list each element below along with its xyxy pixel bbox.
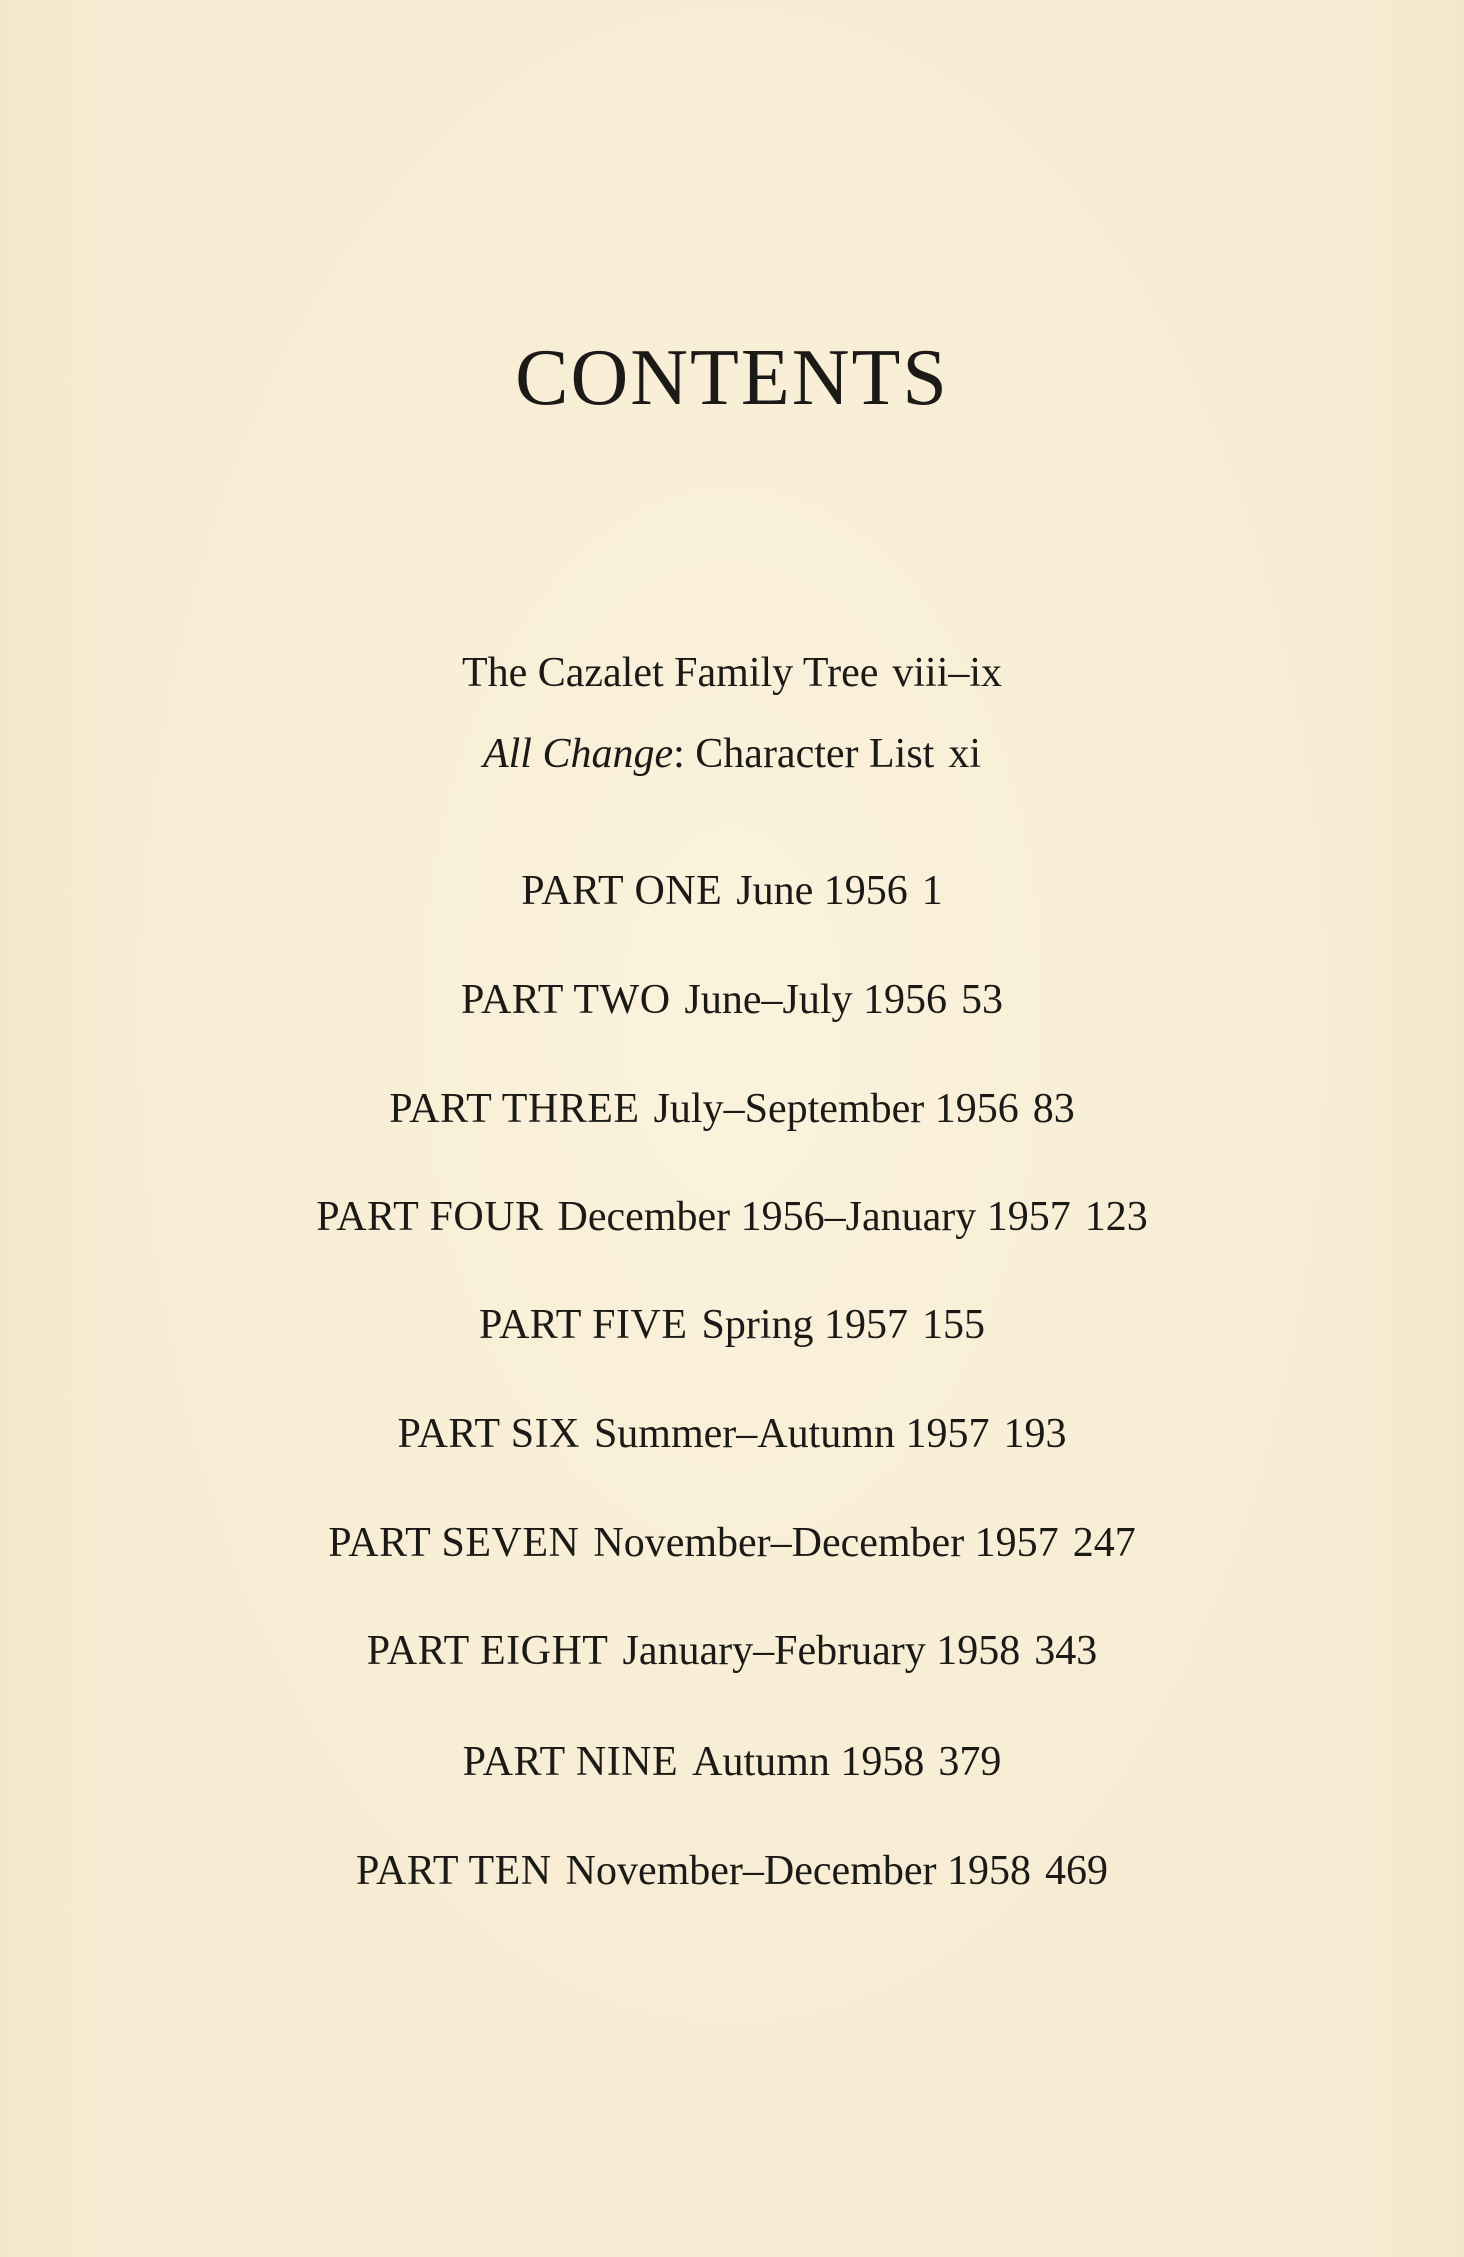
part-dates: June–July 1956 (684, 977, 948, 1023)
part-dates: January–February 1958 (622, 1628, 1021, 1674)
part-label: PART ONE (521, 868, 723, 914)
part-page: 155 (922, 1302, 986, 1348)
toc-part-nine (0, 1741, 1464, 1783)
part-label: PART TEN (356, 1848, 552, 1894)
toc-part-four (0, 1196, 1464, 1238)
part-dates: June 1956 (736, 868, 908, 914)
part-label: PART NINE (462, 1739, 679, 1785)
toc-part-three (0, 1088, 1464, 1130)
part-dates: Summer–Autumn 1957 (593, 1411, 990, 1457)
part-label: PART TWO (460, 977, 671, 1023)
part-label: PART SEVEN (328, 1520, 580, 1566)
toc-part-two (0, 979, 1464, 1021)
part-page: 247 (1072, 1520, 1136, 1566)
toc-entry-title: The Cazalet Family Tree (461, 650, 879, 696)
page-title: CONTENTS (515, 334, 949, 422)
toc-entry-page: xi (948, 731, 982, 777)
toc-part-seven (0, 1522, 1464, 1564)
part-label: PART SIX (397, 1411, 580, 1457)
toc-entry-page: viii–ix (892, 650, 1003, 696)
toc-part-ten (0, 1850, 1464, 1892)
part-page: 83 (1032, 1086, 1075, 1132)
toc-entry-character-list (0, 733, 1464, 775)
part-label: PART FIVE (478, 1302, 688, 1348)
part-page: 53 (961, 977, 1004, 1023)
toc-part-eight (0, 1630, 1464, 1672)
part-label: PART EIGHT (366, 1628, 609, 1674)
part-page: 1 (921, 868, 943, 914)
part-dates: Autumn 1958 (692, 1739, 925, 1785)
toc-part-five (0, 1304, 1464, 1346)
part-label: PART THREE (389, 1086, 640, 1132)
part-label: PART FOUR (316, 1194, 544, 1240)
part-dates: July–September 1956 (653, 1086, 1019, 1132)
toc-part-six (0, 1413, 1464, 1455)
part-dates: November–December 1957 (593, 1520, 1059, 1566)
toc-part-one (0, 870, 1464, 912)
toc-entry-title: : Character List (673, 731, 935, 777)
part-dates: Spring 1957 (701, 1302, 909, 1348)
toc-entry-title-italic: All Change (482, 731, 674, 777)
toc-entry-family-tree (0, 652, 1464, 694)
part-dates: December 1956–January 1957 (557, 1194, 1071, 1240)
part-page: 379 (938, 1739, 1002, 1785)
part-page: 193 (1003, 1411, 1067, 1457)
part-page: 123 (1084, 1194, 1148, 1240)
part-page: 343 (1034, 1628, 1098, 1674)
part-dates: November–December 1958 (565, 1848, 1031, 1894)
part-page: 469 (1044, 1848, 1108, 1894)
